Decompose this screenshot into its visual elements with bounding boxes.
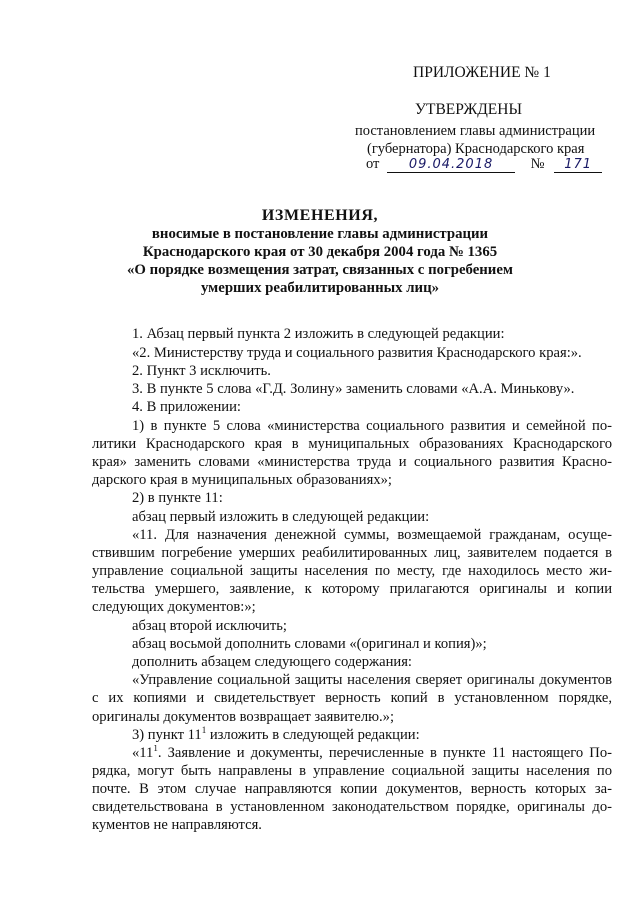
number-label: №: [530, 156, 545, 172]
body-line-21: с их копиями и свидетельствует верность копий в установленном порядке,: [92, 690, 612, 706]
number-value: 171: [554, 158, 602, 173]
title-line-2: Краснодарского края от 30 декабря 2004 года № 1365: [142, 244, 498, 260]
body-line-17: абзац второй исключить;: [132, 618, 287, 634]
body-line-06: 1) в пункте 5 слова «министерства социального развития и семейной по-: [132, 418, 612, 434]
body-line-23-sup: 1: [201, 725, 207, 736]
body-line-23-end: изложить в следующей редакции:: [206, 727, 420, 743]
body-line-25: рядка, могут быть направлены в управление социальной защиты населения по: [92, 763, 612, 779]
body-line-24-end: . Заявление и документы, перечисленные в пункте 11 настоящего По-: [157, 745, 612, 761]
body-line-28: кументов не направляются.: [92, 817, 262, 833]
decree-date-row: [366, 156, 602, 173]
body-line-07: литики Краснодарского края в муниципальных образованиях Краснодарского: [92, 436, 612, 452]
body-line-19: дополнить абзацем следующего содержания:: [132, 654, 412, 670]
body-line-04: 3. В пункте 5 слова «Г.Д. Золину» заменить словами «А.А. Минькову».: [132, 381, 575, 397]
body-line-16: следующих документов:»;: [92, 599, 256, 615]
body-line-26: почте. В этом случае направляются копии документов, верность которых за-: [92, 781, 612, 797]
body-line-03: 2. Пункт 3 исключить.: [132, 363, 271, 379]
body-line-12: «11. Для назначения денежной суммы, возмещаемой гражданам, осуще-: [132, 527, 612, 543]
appendix-label: ПРИЛОЖЕНИЕ № 1: [413, 64, 551, 81]
body-line-14: управление социальной защиты населения по месту, где находилось место жи-: [92, 563, 612, 579]
body-line-08: края» заменить словами «министерства труда и социального развития Красно-: [92, 454, 612, 470]
decree-line-2: (губернатора) Краснодарского края: [367, 141, 585, 157]
body-line-05: 4. В приложении:: [132, 399, 241, 415]
title-line-3: «О порядке возмещения затрат, связанных с погребением: [127, 262, 513, 278]
decree-line-1: постановлением главы администрации: [355, 123, 596, 139]
body-line-27: свидетельствована в установленном законодательством порядке, оригиналы до-: [92, 799, 612, 815]
title-line-1: вносимые в постановление главы администрации: [151, 226, 489, 242]
body-line-09: дарского края в муниципальных образованиях»;: [92, 472, 392, 488]
body-line-02: «2. Министерству труда и социального развития Краснодарского края:».: [132, 345, 582, 361]
date-value: 09.04.2018: [387, 158, 515, 173]
body-line-11: абзац первый изложить в следующей редакции:: [132, 509, 430, 525]
date-label: от: [366, 156, 380, 172]
body-line-20: «Управление социальной защиты населения сверяет оригиналы документов: [132, 672, 612, 688]
body-line-24: [132, 745, 612, 762]
body-line-10: 2) в пункте 11:: [132, 490, 223, 506]
approved-text: УТВЕРЖДЕНЫ: [415, 101, 522, 118]
body-line-23-start: 3) пункт 11: [132, 727, 202, 743]
body-line-15: тельства умершего, заявление, к которому прилагаются оригиналы и копии: [92, 581, 612, 597]
body-line-22: оригиналы документов возвращает заявителю.»;: [92, 709, 395, 725]
body-line-24-sup: 1: [153, 745, 158, 754]
body-line-23: [132, 727, 420, 744]
body-line-13: ствившим погребение умерших реабилитированных лиц, заявителем подается в: [92, 545, 612, 561]
body-line-01: 1. Абзац первый пункта 2 изложить в следующей редакции:: [132, 326, 505, 342]
title-line-4: умерших реабилитированных лиц»: [200, 280, 440, 296]
body-line-24-start: «11: [132, 745, 154, 761]
document-heading: ИЗМЕНЕНИЯ,: [261, 207, 379, 224]
body-line-18: абзац восьмой дополнить словами «(оригинал и копия)»;: [132, 636, 487, 652]
